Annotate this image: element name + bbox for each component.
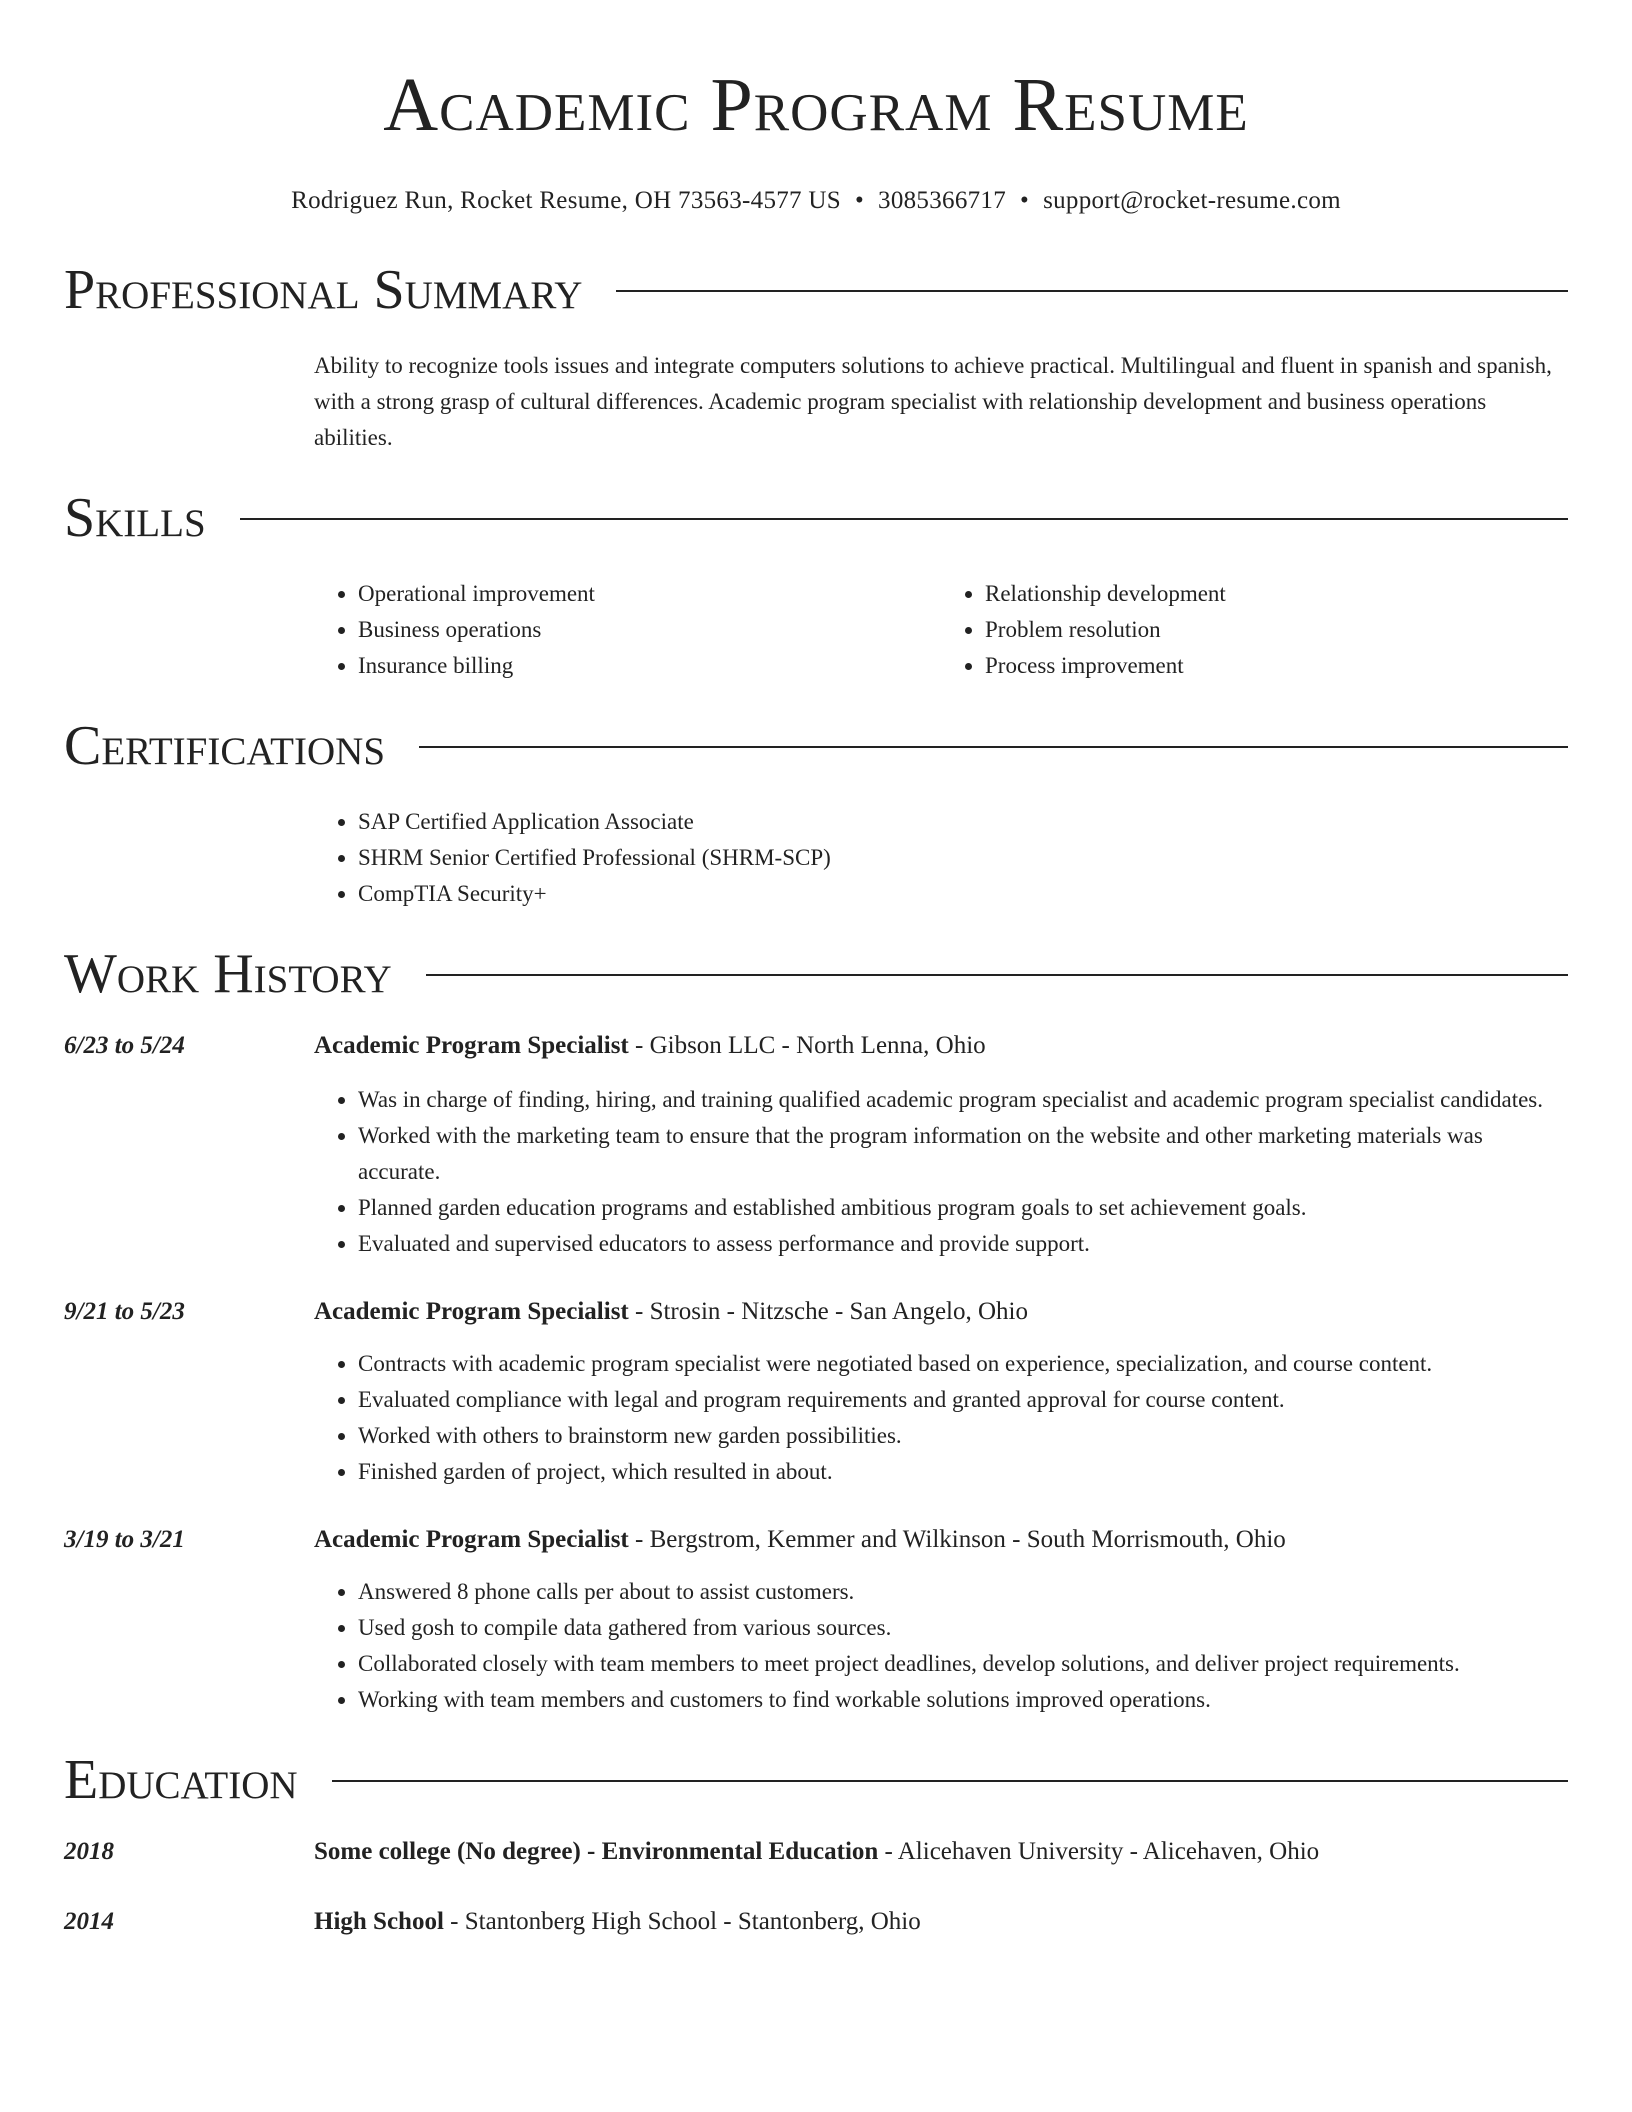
job-entry (64, 1294, 1568, 1490)
certification-item: • SAP Certified Application Associate (358, 804, 1568, 840)
education-heading (314, 1834, 1319, 1870)
contact-phone: 3085366717 (878, 187, 1007, 214)
certifications-section-title: Certifications (64, 715, 386, 777)
skill-item: • Insurance billing (358, 648, 941, 684)
education-degree: High School (314, 1908, 444, 1935)
job-heading (314, 1028, 986, 1064)
job-company: - Strosin - Nitzsche - San Angelo, Ohio (628, 1298, 1029, 1325)
job-company: - Bergstrom, Kemmer and Wilkinson - South Morrismouth, Ohio (628, 1526, 1286, 1553)
job-bullet: • Finished garden of project, which resulted in about. (358, 1454, 1568, 1490)
education-entry (64, 1904, 1568, 1940)
job-bullet: • Planned garden education programs and established ambitious program goals to set achievement goals. (358, 1190, 1568, 1226)
job-role: Academic Program Specialist (314, 1032, 629, 1059)
work-section-header (64, 942, 1568, 1006)
job-entry (64, 1028, 1568, 1262)
job-heading (314, 1294, 1028, 1330)
job-dates: 6/23 to 5/24 (64, 1032, 185, 1059)
skill-item: • Problem resolution (985, 612, 1568, 648)
job-bullets (314, 1346, 1568, 1490)
education-entry (64, 1834, 1568, 1870)
certification-item: • SHRM Senior Certified Professional (SHRM-SCP) (358, 840, 1568, 876)
skills-list (314, 576, 1568, 684)
skill-item: • Operational improvement (358, 576, 941, 612)
resume-page (64, 0, 1568, 1940)
section-divider (419, 746, 1568, 748)
certifications-section-header (64, 714, 1568, 778)
job-bullet: • Worked with the marketing team to ensure that the program information on the website and other marketing materials was accurate. (358, 1118, 1568, 1190)
education-section-header (64, 1748, 1568, 1812)
job-bullet: • Was in charge of finding, hiring, and training qualified academic program specialist and academic program specialist candidates. (358, 1082, 1568, 1118)
certifications-list (314, 804, 1568, 912)
work-section-title: Work History (64, 943, 392, 1005)
education-year: 2018 (64, 1838, 114, 1865)
education-year: 2014 (64, 1908, 114, 1935)
job-role: Academic Program Specialist (314, 1526, 629, 1553)
section-divider (616, 290, 1568, 292)
education-degree: Some college (No degree) - Environmental Education (314, 1838, 879, 1865)
contact-email: support@rocket-resume.com (1043, 187, 1341, 214)
job-bullet: • Answered 8 phone calls per about to assist customers. (358, 1574, 1568, 1610)
section-divider (240, 518, 1568, 520)
job-bullets (314, 1082, 1568, 1262)
section-divider (426, 974, 1568, 976)
job-bullet: • Worked with others to brainstorm new garden possibilities. (358, 1418, 1568, 1454)
job-bullets (314, 1574, 1568, 1718)
resume-title: Academic Program Resume (383, 63, 1249, 147)
education-school: - Alicehaven University - Alicehaven, Ohio (878, 1838, 1320, 1865)
skills-section-title: Skills (64, 487, 206, 549)
education-heading (314, 1904, 921, 1940)
education-section-title: Education (64, 1749, 298, 1811)
skill-item: • Relationship development (985, 576, 1568, 612)
skill-item: • Process improvement (985, 648, 1568, 684)
section-divider (332, 1780, 1568, 1782)
contact-separator: • (1020, 187, 1030, 214)
contact-address: Rodriguez Run, Rocket Resume, OH 73563-4577 US (291, 187, 841, 214)
job-bullet: • Contracts with academic program specialist were negotiated based on experience, specialization, and course content. (358, 1346, 1568, 1382)
summary-section-header (64, 258, 1568, 322)
job-bullet: • Working with team members and customers to find workable solutions improved operations. (358, 1682, 1568, 1718)
job-company: - Gibson LLC - North Lenna, Ohio (628, 1032, 986, 1059)
job-role: Academic Program Specialist (314, 1298, 629, 1325)
job-dates: 3/19 to 3/21 (64, 1526, 185, 1553)
job-heading (314, 1522, 1286, 1558)
skills-column-right (941, 576, 1568, 684)
contact-separator: • (854, 187, 865, 214)
job-dates: 9/21 to 5/23 (64, 1298, 185, 1325)
contact-line (64, 186, 1568, 216)
skills-section-header (64, 486, 1568, 550)
job-bullet: • Used gosh to compile data gathered from various sources. (358, 1610, 1568, 1646)
certification-item: • CompTIA Security+ (358, 876, 1568, 912)
job-entry (64, 1522, 1568, 1718)
skills-column-left (314, 576, 941, 684)
job-bullet: • Collaborated closely with team members to meet project deadlines, develop solutions, and deliver project requirements. (358, 1646, 1568, 1682)
summary-section-title: Professional Summary (64, 259, 583, 321)
job-bullet: • Evaluated compliance with legal and program requirements and granted approval for course content. (358, 1382, 1568, 1418)
skill-item: • Business operations (358, 612, 941, 648)
education-school: - Stantonberg High School - Stantonberg, Ohio (443, 1908, 921, 1935)
job-bullet: • Evaluated and supervised educators to assess performance and provide support. (358, 1226, 1568, 1262)
summary-text: Ability to recognize tools issues and integrate computers solutions to achieve practical. Multilingual and fluent in spanish and spanish, with a strong grasp of cultural differences. Academic program specialist with relationship development and business operations abilities. (314, 353, 1552, 450)
